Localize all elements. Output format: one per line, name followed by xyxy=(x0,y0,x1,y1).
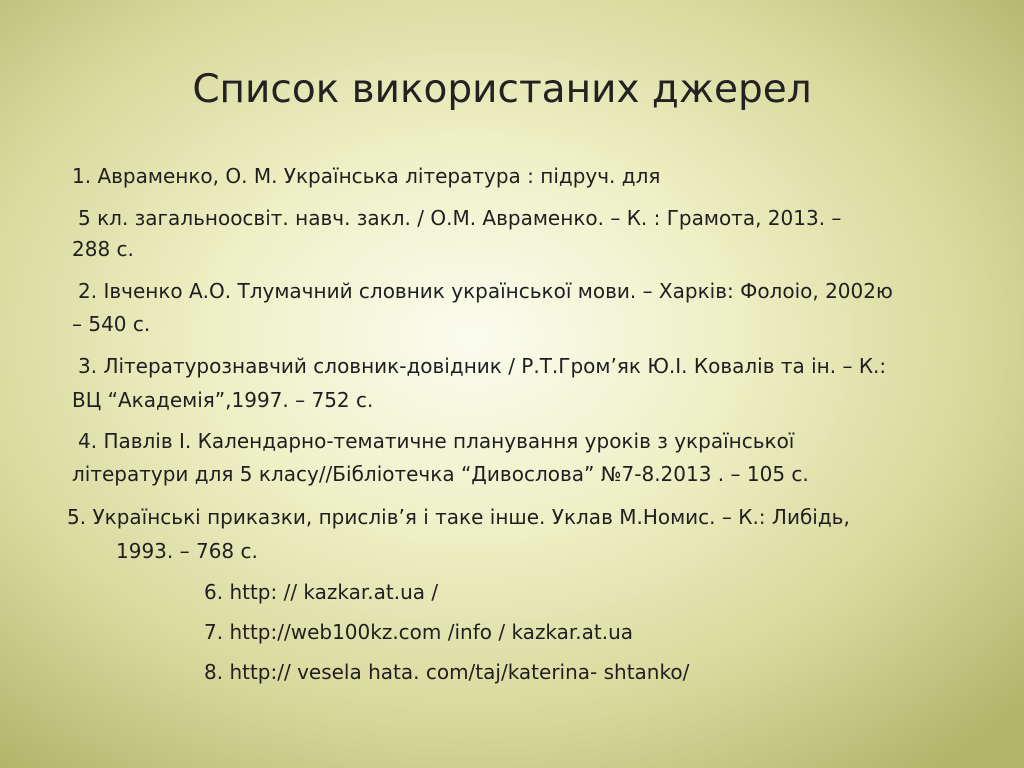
reference-3-line-1: 3. Літературознавчий словник-довідник / Р.Т.Гром’як Ю.І. Ковалів та ін. – К.: xyxy=(78,354,887,378)
reference-2-line-2: – 540 с. xyxy=(72,312,151,336)
reference-3-line-2: ВЦ “Академія”,1997. – 752 с. xyxy=(72,388,374,412)
reference-1-line-3: 288 с. xyxy=(72,237,134,261)
slide-title: Список використаних джерел xyxy=(192,67,812,112)
reference-4-line-2: літератури для 5 класу//Бібліотечка “Дивослова” №7-8.2013 . – 105 с. xyxy=(72,462,809,486)
reference-4-line-1: 4. Павлів І. Календарно-тематичне планування уроків з української xyxy=(78,429,795,453)
reference-5-line-1: 5. Українські приказки, прислів’я і таке інше. Уклав М.Номис. – К.: Либідь, xyxy=(67,505,850,529)
reference-1-line-1: 1. Авраменко, О. М. Українська література : підруч. для xyxy=(72,164,661,188)
reference-7: 7. http://web100kz.com /info / kazkar.at.ua xyxy=(204,620,634,644)
reference-6: 6. http: // kazkar.at.ua / xyxy=(204,580,439,604)
reference-5-line-2: 1993. – 768 с. xyxy=(116,539,258,563)
reference-2-line-1: 2. Івченко А.О. Тлумачний словник української мови. – Харків: Фолоіо, 2002ю xyxy=(78,279,893,303)
reference-8: 8. http:// vesela hata. com/taj/katerina- shtanko/ xyxy=(204,660,690,684)
reference-1-line-2: 5 кл. загальноосвіт. навч. закл. / О.М. Авраменко. – К. : Грамота, 2013. – xyxy=(78,206,842,230)
